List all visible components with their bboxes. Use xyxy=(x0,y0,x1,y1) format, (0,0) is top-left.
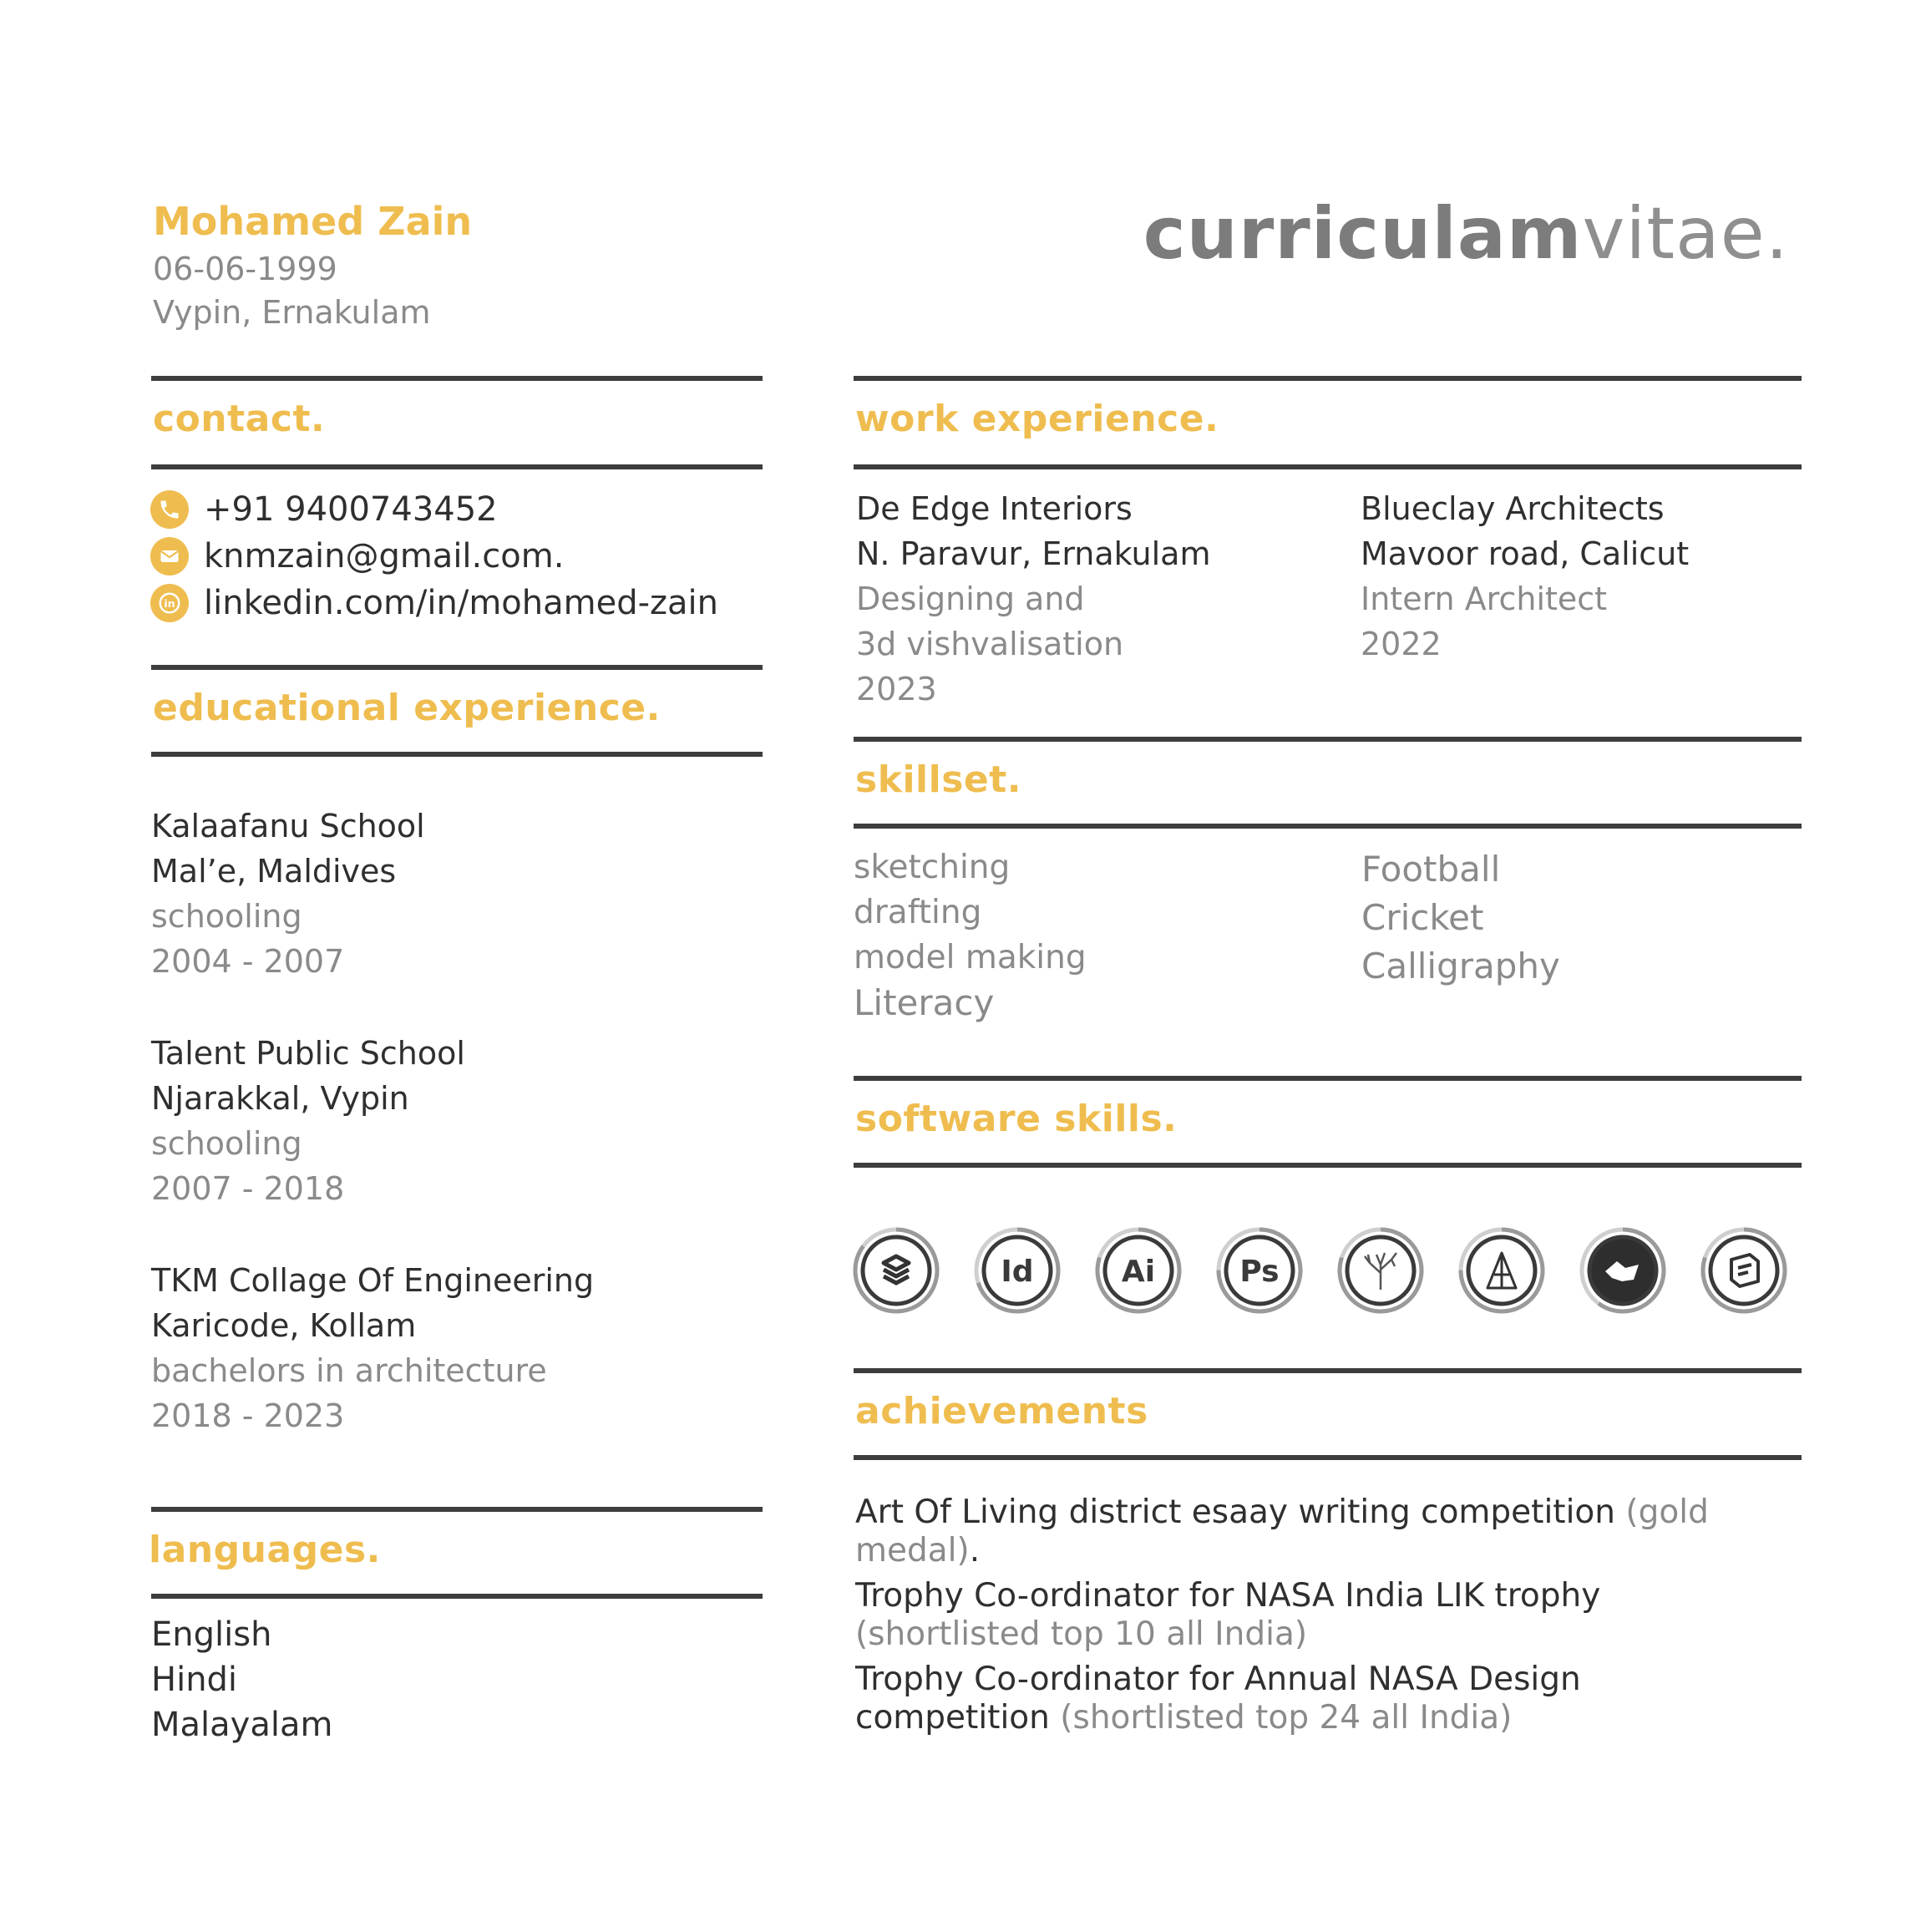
work-entry xyxy=(1361,486,1689,667)
achievement-title: Trophy Co-ordinator for Annual NASA Design competition xyxy=(855,1661,1581,1737)
home-location: Vypin, Ernakulam xyxy=(153,294,431,331)
company-name: De Edge Interiors xyxy=(856,490,1133,527)
skill-item: Literacy xyxy=(854,982,995,1023)
section-title-contact: contact. xyxy=(153,398,326,440)
indesign-icon xyxy=(973,1226,1062,1315)
divider xyxy=(151,1594,763,1599)
school-place: Karicode, Kollam xyxy=(151,1307,417,1344)
title-light: vitae. xyxy=(1582,192,1789,276)
divider xyxy=(854,1163,1802,1168)
years: 2007 - 2018 xyxy=(151,1170,345,1207)
course: schooling xyxy=(151,1125,302,1162)
years: 2018 - 2023 xyxy=(151,1397,345,1434)
sketchup-icon xyxy=(1700,1226,1788,1315)
education-entry xyxy=(151,804,425,984)
achievement-title: Trophy Co-ordinator for NASA India LIK trophy xyxy=(855,1577,1601,1615)
illustrator-label: Ai xyxy=(1121,1255,1156,1289)
contact-linkedin: linkedin.com/in/mohamed-zain xyxy=(204,584,719,622)
work-year: 2022 xyxy=(1361,626,1442,662)
course: bachelors in architecture xyxy=(151,1352,547,1389)
achievement-item xyxy=(855,1577,1741,1654)
photoshop-label: Ps xyxy=(1239,1255,1280,1289)
section-title-achievements: achievements xyxy=(855,1390,1148,1433)
lumion-icon xyxy=(1336,1226,1425,1315)
mail-icon xyxy=(150,537,189,576)
contact-linkedin-row[interactable] xyxy=(150,581,718,625)
divider xyxy=(854,1076,1802,1081)
work-year: 2023 xyxy=(856,671,937,707)
languages-list xyxy=(151,1612,332,1747)
document-title xyxy=(1143,192,1789,276)
divider xyxy=(854,376,1802,381)
achievement-tail: . xyxy=(969,1532,981,1569)
linkedin-icon xyxy=(150,584,189,622)
school-place: Njarakkal, Vypin xyxy=(151,1080,409,1117)
skill-item: Calligraphy xyxy=(1361,946,1560,986)
section-title-software: software skills. xyxy=(855,1098,1178,1140)
education-entry xyxy=(151,1258,594,1438)
language-item: Hindi xyxy=(151,1661,238,1699)
svg-text:in: in xyxy=(164,597,175,610)
date-of-birth: 06-06-1999 xyxy=(153,251,337,287)
language-item: English xyxy=(151,1615,272,1654)
divider xyxy=(151,752,763,757)
company-place: N. Paravur, Ernakulam xyxy=(856,535,1211,572)
role-line: 3d vishvalisation xyxy=(856,626,1124,662)
section-title-work: work experience. xyxy=(855,398,1219,440)
school-name: Talent Public School xyxy=(151,1035,465,1072)
divider xyxy=(854,464,1802,469)
company-place: Mavoor road, Calicut xyxy=(1361,535,1690,572)
years: 2004 - 2007 xyxy=(151,943,345,980)
course: schooling xyxy=(151,898,302,935)
achievement-note: (shortlisted top 10 all India) xyxy=(855,1615,1308,1653)
person-name: Mohamed Zain xyxy=(153,199,473,244)
divider xyxy=(151,376,763,381)
illustrator-icon xyxy=(1094,1226,1183,1315)
indesign-label: Id xyxy=(1001,1255,1034,1289)
school-name: Kalaafanu School xyxy=(151,808,425,844)
divider xyxy=(151,1507,763,1512)
phone-icon xyxy=(150,490,189,529)
section-title-languages: languages. xyxy=(149,1529,381,1571)
achievement-item xyxy=(855,1661,1657,1737)
work-entry xyxy=(856,486,1210,712)
skill-item: drafting xyxy=(854,894,982,931)
divider xyxy=(151,665,763,670)
education-entry xyxy=(151,1031,465,1211)
title-bold: curriculam xyxy=(1143,192,1583,276)
achievement-item xyxy=(855,1493,1741,1570)
skill-list-left xyxy=(854,845,1087,1026)
enscape-icon xyxy=(852,1226,940,1315)
divider xyxy=(854,824,1802,829)
company-name: Blueclay Architects xyxy=(1361,490,1665,527)
divider xyxy=(854,1455,1802,1460)
skill-list-right xyxy=(1361,845,1560,991)
photoshop-icon xyxy=(1215,1226,1304,1315)
role-line: Designing and xyxy=(856,581,1085,617)
contact-phone-row[interactable] xyxy=(150,488,498,531)
achievement-note: (shortlisted top 24 all India) xyxy=(1060,1699,1513,1737)
contact-phone: +91 9400743452 xyxy=(204,490,498,529)
school-place: Mal’e, Maldives xyxy=(151,853,397,890)
language-item: Malayalam xyxy=(151,1706,333,1744)
achievement-title: Art Of Living district esaay writing competition xyxy=(855,1493,1616,1531)
skill-item: sketching xyxy=(854,849,1011,886)
divider xyxy=(151,464,763,469)
skill-item: Football xyxy=(1361,849,1501,890)
school-name: TKM Collage Of Engineering xyxy=(151,1262,595,1299)
role: Intern Architect xyxy=(1361,581,1608,617)
achievement-note: (gold medal) xyxy=(855,1493,1709,1569)
contact-email-row[interactable] xyxy=(150,535,564,578)
section-title-skillset: skillset. xyxy=(855,758,1021,801)
divider xyxy=(854,737,1802,742)
contact-email: knmzain@gmail.com. xyxy=(204,537,565,576)
skill-item: Cricket xyxy=(1361,897,1484,938)
divider xyxy=(854,1368,1802,1373)
rhino-icon xyxy=(1579,1226,1667,1315)
autocad-icon xyxy=(1457,1226,1546,1315)
section-title-education: educational experience. xyxy=(153,687,661,729)
skill-item: model making xyxy=(854,939,1087,976)
